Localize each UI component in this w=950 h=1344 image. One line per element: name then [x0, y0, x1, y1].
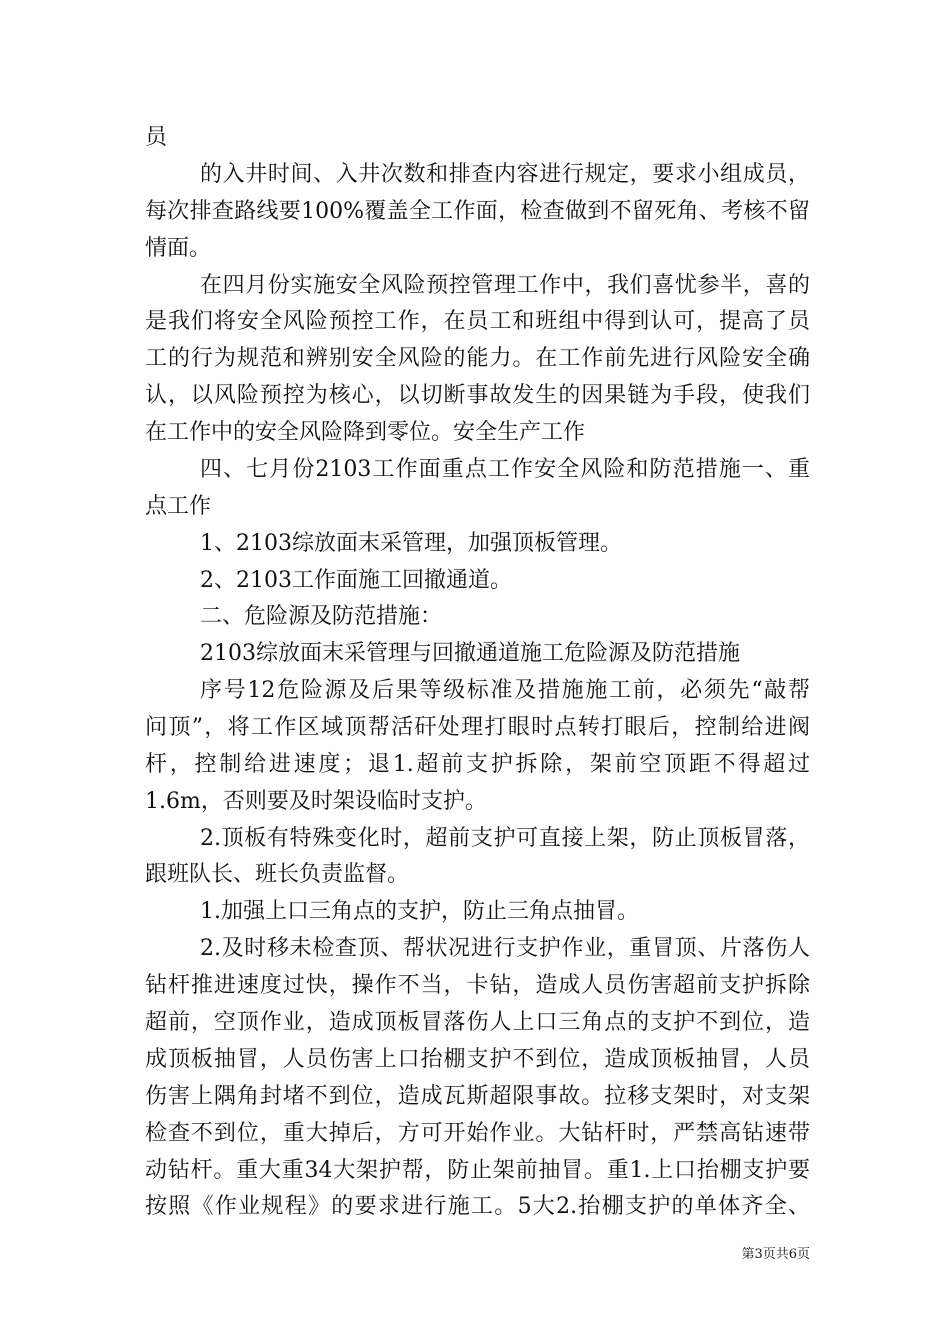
page-number-footer: 第3页共6页	[741, 1247, 810, 1262]
text-line-2: 的入井时间、入井次数和排查内容进行规定，要求小组成员，	[200, 162, 810, 187]
text-line-5: 在四月份实施安全风险预控管理工作中，我们喜忧参半，喜的	[200, 273, 810, 298]
text-line-21: 跟班队长、班长负责监督。	[145, 862, 410, 887]
text-line-27: 伤害上隅角封堵不到位，造成瓦斯超限事故。拉移支架时，对支架	[145, 1084, 810, 1109]
text-line-19: 1.6m，否则要及时架设临时支护。	[145, 789, 487, 814]
text-line-11: 点工作	[145, 494, 212, 519]
text-line-23: 2.及时移未检查顶、帮状况进行支护作业，重冒顶、片落伤人	[200, 936, 810, 961]
text-line-7: 工的行为规范和辨别安全风险的能力。在工作前先进行风险安全确	[145, 346, 810, 371]
text-line-20: 2.顶板有特殊变化时，超前支护可直接上架，防止顶板冒落，	[200, 826, 810, 851]
text-line-16: 序号12危险源及后果等级标准及措施施工前，必须先“敲帮	[200, 678, 810, 703]
text-line-18: 杆，控制给进速度；退1.超前支护拆除，架前空顶距不得超过	[145, 752, 810, 777]
text-line-3: 每次排查路线要100%覆盖全工作面，检查做到不留死角、考核不留	[145, 199, 810, 224]
text-line-22: 1.加强上口三角点的支护，防止三角点抽冒。	[200, 899, 639, 924]
text-line-26: 成顶板抽冒，人员伤害上口抬棚支护不到位，造成顶板抽冒，人员	[145, 1047, 810, 1072]
text-line-1: 员	[145, 125, 168, 150]
text-line-24: 钻杆推进速度过快，操作不当，卡钻，造成人员伤害超前支护拆除	[145, 973, 810, 998]
text-line-30: 按照《作业规程》的要求进行施工。5大2.抬棚支护的单体齐全、	[145, 1194, 810, 1219]
text-line-12: 1、2103综放面末采管理，加强顶板管理。	[200, 531, 622, 556]
text-line-28: 检查不到位，重大掉后，方可开始作业。大钻杆时，严禁高钻速带	[145, 1121, 810, 1146]
text-line-9: 在工作中的安全风险降到零位。安全生产工作	[145, 420, 586, 445]
text-line-25: 超前，空顶作业，造成顶板冒落伤人上口三角点的支护不到位，造	[145, 1010, 810, 1035]
text-line-6: 是我们将安全风险预控工作，在员工和班组中得到认可，提高了员	[145, 309, 810, 334]
text-line-29: 动钻杆。重大重34大架护帮，防止架前抽冒。重1.上口抬棚支护要	[145, 1158, 810, 1183]
text-line-10: 四、七月份2103工作面重点工作安全风险和防范措施一、重	[200, 457, 810, 482]
text-line-17: 问顶”，将工作区域顶帮活矸处理打眼时点转打眼后，控制给进阀	[145, 715, 810, 740]
text-line-8: 认，以风险预控为核心，以切断事故发生的因果链为手段，使我们	[145, 383, 810, 408]
text-line-13: 2、2103工作面施工回撤通道。	[200, 568, 512, 593]
text-line-4: 情面。	[145, 236, 212, 261]
text-line-14: 二、危险源及防范措施：	[200, 604, 443, 629]
text-line-15: 2103综放面末采管理与回撤通道施工危险源及防范措施	[200, 641, 740, 666]
